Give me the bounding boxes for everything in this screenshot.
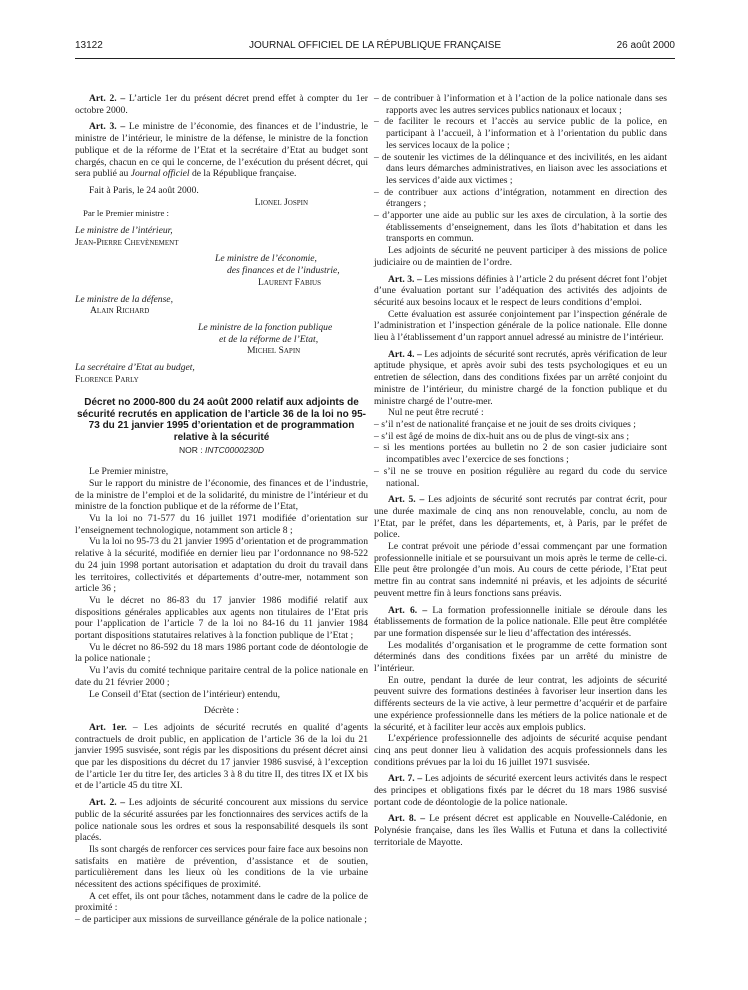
decrete-line: Décrète : xyxy=(204,705,239,717)
page-header xyxy=(75,40,675,54)
signatory-title: Le ministre de la fonction publique xyxy=(198,321,333,333)
decree-title: Décret no 2000-800 du 24 août 2000 relatif aux adjoints de sécurité recrutés en application de l’article 36 de la loi no 95-73 du 21 janvier 1995 d’orientation et de programmation relative à la sécurité xyxy=(77,397,366,443)
list-item: – s’il n’est de nationalité française et ne jouit de ses droits civiques ; xyxy=(374,418,636,430)
article-paragraph: Art. 4. – Les adjoints de sécurité sont recrutés, après vérification de leur aptitude physique, et après avoir subi des tests psychologiques et eu un entretien de sélection, dans des conditions fixées par un arrêté conjoint du ministre de l’intérieur, du ministre chargé de la fonction publique et du ministre chargé de l’outre-mer. xyxy=(374,348,667,407)
signatory-name: Lionel Jospin xyxy=(254,196,308,208)
article-paragraph: Art. 3. – Les missions définies à l’article 2 du présent décret font l’objet d’une évaluation portant sur l’adéquation des activités des adjoints de sécurité aux besoins locaux et le respect de leurs conditions d’emploi. xyxy=(374,273,667,308)
article-paragraph: Les adjoints de sécurité ne peuvent participer à des missions de police judiciaire ou de maintien de l’ordre. xyxy=(374,245,667,268)
signatory-title: et de la réforme de l’Etat, xyxy=(219,333,319,345)
page-number: 13122 xyxy=(75,40,103,51)
signing-place-date: Fait à Paris, le 24 août 2000. xyxy=(89,184,199,196)
preamble-paragraph: Le Conseil d’Etat (section de l’intérieur) entendu, xyxy=(89,688,281,700)
preamble-paragraph: Vu le décret no 86-592 du 18 mars 1986 portant code de déontologie de la police nationale ; xyxy=(75,641,368,665)
article-paragraph: Les modalités d’organisation et le programme de cette formation sont déterminés dans des conditions fixées par un arrêté du ministre de l’intérieur. xyxy=(374,639,667,675)
list-item: – de participer aux missions de surveillance générale de la police nationale ; xyxy=(75,914,367,926)
article-paragraph: Nul ne peut être recruté : xyxy=(388,407,484,419)
signatory-title: Le ministre de l’économie, xyxy=(215,253,317,265)
preamble-paragraph: Sur le rapport du ministre de l’économie, des finances et de l’industrie, de la ministre de l’emploi et de la solidarité, du ministre de l’intérieur et du ministre de la fonction publique et de la réforme de l’Etat, xyxy=(75,477,368,513)
nor-reference: NOR : INTC0000230D xyxy=(178,445,265,456)
preamble-paragraph: Vu le décret no 86-83 du 17 janvier 1986 modifié relatif aux dispositions générales applicables aux agents non titulaires de l’Etat pris pour l’application de l’article 7 de la loi no 84-16 du 11 janvier 1984 portant dispositions statutaires relatives à la fonction publique de l’Etat ; xyxy=(75,594,368,642)
article-paragraph: Le contrat prévoit une période d’essai commençant par une formation professionnelle initiale et se poursuivant un mois après le terme de celle-ci. Elle peut être prolongée d’un mois. Au cours de cette période, l’Etat peut mettre fin au contrat sans indemnité ni préavis, et les adjoints de sécurité peuvent mettre fin à leurs fonctions sans préavis. xyxy=(374,541,667,599)
article-paragraph: Art. 3. – Le ministre de l’économie, des finances et de l’industrie, le ministre de l’intérieur, le ministre de la défense, le ministre de la fonction publique et de la réforme de l’Etat et la secrétaire d’Etat au budget sont chargés, chacun en ce qui le concerne, de l’exécution du présent décret, qui sera publié au Journal officiel de la République française. xyxy=(75,121,368,180)
signature-intro: Par le Premier ministre : xyxy=(83,208,169,219)
article-paragraph: Cette évaluation est assurée conjointement par l’inspection générale de l’administration et l’inspection générale de la police nationale. Elle donne lieu à l’établissement d’un rapport annuel adressé au ministre de l’intérieur. xyxy=(374,308,667,344)
signatory-title: Le ministre de l’intérieur, xyxy=(75,225,173,237)
list-item: – s’il ne se trouve en position régulière au regard du code du service national. xyxy=(374,465,667,489)
article-paragraph: Ils sont chargés de renforcer ces services pour faire face aux besoins non satisfaits en matière de prévention, d’assistance et de soutien, particulièrement dans les lieux où les conditions de la vie urbaine nécessitent des actions spécifiques de proximité. xyxy=(75,843,368,891)
article-paragraph: A cet effet, ils ont pour tâches, notamment dans le cadre de la police de proximité : xyxy=(75,890,368,914)
left-column xyxy=(75,93,368,926)
signatory-title: des finances et de l’industrie, xyxy=(227,265,340,277)
preamble-paragraph: Vu la loi no 71-577 du 16 juillet 1971 modifiée d’orientation sur l’enseignement technologique, notamment son article 8 ; xyxy=(75,512,368,536)
signatory-name: Florence Parly xyxy=(75,373,139,385)
list-item: – de soutenir les victimes de la délinquance et des incivilités, en les aidant dans leurs démarches administratives, en liaison avec les associations et les services d’aide aux victimes ; xyxy=(374,151,667,186)
article-paragraph: L’expérience professionnelle des adjoints de sécurité acquise pendant cinq ans peut donner lieu à validation des acquis professionnels dans les conditions prévues par la loi du 16 juillet 1971 susvisée. xyxy=(374,733,667,768)
preamble-paragraph: Vu la loi no 95-73 du 21 janvier 1995 d’orientation et de programmation relative à la sécurité, modifiée en dernier lieu par l’ordonnance no 98-522 du 24 juin 1998 portant autorisation et adaptation du droit du travail dans les territoires, collectivités et départements d’outre-mer, notamment son article 36 ; xyxy=(75,536,368,595)
issue-date: 26 août 2000 xyxy=(616,40,675,51)
list-item: – de faciliter le recours et l’accès au service public de la police, en participant à l’accueil, à l’information et à l’orientation du public dans les services locaux de la police ; xyxy=(374,116,667,151)
signatory-title: Le ministre de la défense, xyxy=(75,293,173,305)
article-paragraph: Art. 7. – Les adjoints de sécurité exercent leurs activités dans le respect des principes et obligations fixés par le décret du 18 mars 1986 susvisé portant code de déontologie de la police nationale. xyxy=(374,773,667,808)
article-paragraph: Art. 2. – Les adjoints de sécurité concourent aux missions du service public de la sécurité assurées par les fonctionnaires des services actifs de la police nationale sous les ordres et sous la responsabilité desquels ils sont placés. xyxy=(75,797,368,844)
article-paragraph: Art. 8. – Le présent décret est applicable en Nouvelle-Calédonie, en Polynésie française, dans les îles Wallis et Futuna et dans la collectivité territoriale de Mayotte. xyxy=(374,813,667,848)
list-item: – d’apporter une aide au public sur les axes de circulation, à la sortie des établissements d’enseignement, dans les îlots d’habitation et dans les transports en commun. xyxy=(374,210,667,245)
signatory-name: Alain Richard xyxy=(90,305,150,317)
article-paragraph: Art. 6. – La formation professionnelle initiale se déroule dans les établissements de formation de la police nationale. Elle peut être complétée par une formation dispensée sur le lieu d’affectation des intéressés. xyxy=(374,604,667,639)
signatory-name: Laurent Fabius xyxy=(258,276,321,288)
signatory-name: Michel Sapin xyxy=(247,345,301,357)
preamble-line: Le Premier ministre, xyxy=(89,466,169,478)
header-rule xyxy=(75,58,675,59)
list-item: – si les mentions portées au bulletin no 2 de son casier judiciaire sont incompatibles avec l’exercice de ses fonctions ; xyxy=(374,442,667,466)
signatory-title: La secrétaire d’Etat au budget, xyxy=(75,362,195,374)
journal-title: JOURNAL OFFICIEL DE LA RÉPUBLIQUE FRANÇAISE xyxy=(248,40,502,51)
article-paragraph: Art. 5. – Les adjoints de sécurité sont recrutés par contrat écrit, pour une durée maximale de cinq ans non renouvelable, conclu, au nom de l’Etat, par le préfet, dans les départements, et, à Paris, par le préfet de police. xyxy=(374,494,667,541)
signatory-name: Jean-Pierre Chevènement xyxy=(75,236,179,248)
preamble-paragraph: Vu l’avis du comité technique paritaire central de la police nationale en date du 21 février 2000 ; xyxy=(75,665,368,688)
article-paragraph: Art. 1er. – Les adjoints de sécurité recrutés en qualité d’agents contractuels de droit public, en application de l’article 36 de la loi du 21 janvier 1995 susvisée, sont régis par les dispositions du présent décret ainsi que par les dispositions du décret du 17 janvier 1986 susvisé, à l’exception de l’article 1er du titre Ier, des articles 3 à 8 du titre II, des titres IX et IX bis et de l’article 45 du titre XI. xyxy=(75,721,368,792)
list-item: – de contribuer à l’information et à l’action de la police nationale dans ses rapports avec les autres services publics nationaux et locaux ; xyxy=(374,93,667,116)
article-paragraph: Art. 2. – L’article 1er du présent décret prend effet à compter du 1er octobre 2000. xyxy=(75,93,368,116)
article-paragraph: En outre, pendant la durée de leur contrat, les adjoints de sécurité peuvent suivre des formations destinées à favoriser leur insertion dans les différents secteurs de la vie active, à leur permettre d’acquérir et de parfaire une expérience professionnelle dans les métiers de la police nationale et de la sécurité, et à faciliter leur accès aux emplois publics. xyxy=(374,674,667,733)
list-item: – s’il est âgé de moins de dix-huit ans ou de plus de vingt-six ans ; xyxy=(374,430,629,442)
list-item: – de contribuer aux actions d’intégration, notamment en direction des étrangers ; xyxy=(374,186,667,210)
right-column xyxy=(374,93,667,849)
